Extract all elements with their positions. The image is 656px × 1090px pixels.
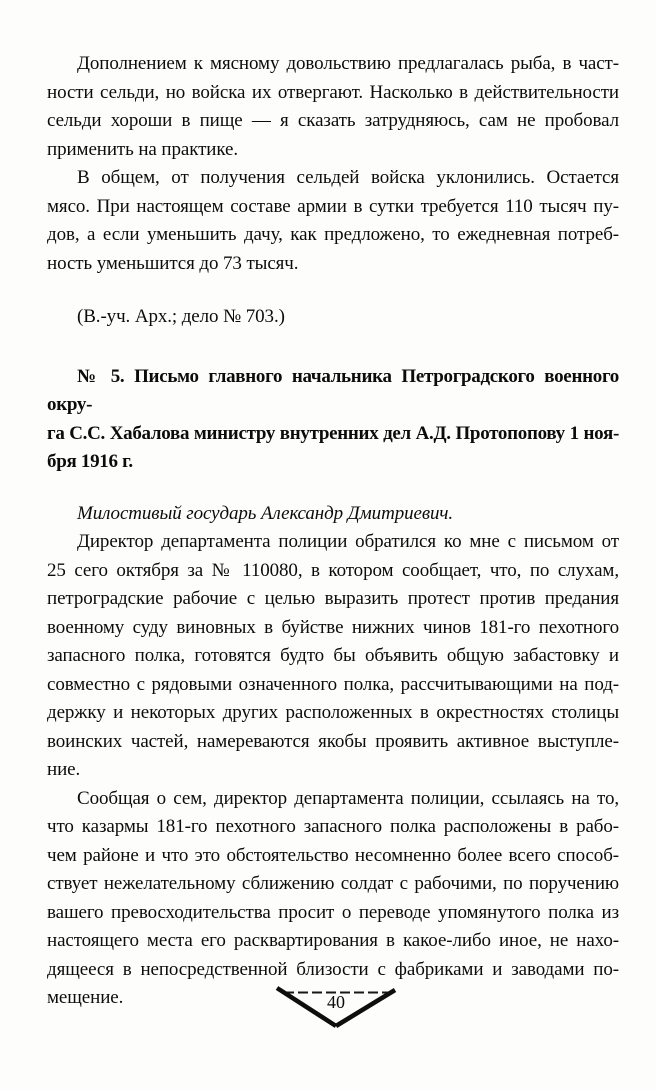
text-line: ность уменьшится до 73 тысяч. bbox=[47, 252, 299, 274]
paragraph-document-heading bbox=[47, 363, 619, 477]
paragraph-meat-requirement bbox=[47, 164, 619, 278]
text-line: Директор департамента полиции обратился ко мне с письмом от bbox=[77, 531, 619, 552]
text-line: ствует нежелательному сближению солдат с рабочими, по поручению bbox=[47, 873, 619, 894]
text-line: (В.-уч. Арх.; дело № 703.) bbox=[77, 306, 285, 327]
text-line: ности сельди, но войска их отвергают. Насколько в действительности bbox=[47, 81, 619, 103]
text-line: совместно с рядовыми означенного полка, рассчитывающими на под- bbox=[47, 673, 619, 695]
text-line: военному суду виновных в буйстве нижних чинов 181-го пехотного bbox=[47, 616, 619, 638]
text-line: Сообщая о сем, директор департамента полиции, ссылаясь на то, bbox=[77, 787, 619, 809]
text-line: чем районе и что это обстоятельство несомненно более всего способ- bbox=[47, 844, 619, 866]
paragraph-police-director-letter bbox=[47, 528, 619, 785]
text-line: применить на практике. bbox=[47, 138, 238, 160]
text-line: мясо. При настоящем составе армии в сутки требуется 110 тысяч пу- bbox=[47, 195, 619, 217]
text-line: сельди хороши в пище — я сказать затрудняюсь, сам не пробовал bbox=[47, 110, 619, 131]
text-line: бря 1916 г. bbox=[47, 451, 133, 472]
text-line: держку и некоторых других расположенных в окрестностях столицы bbox=[47, 702, 619, 723]
text-line: № 5. Письмо главного начальника Петроградского военного окру- bbox=[47, 365, 619, 415]
text-line: настоящего места его расквартирования в какое-либо иное, не нахо- bbox=[47, 930, 619, 951]
paragraph-relocation-request bbox=[47, 785, 619, 1013]
text-line: В общем, от получения сельдей войска уклонились. Остается bbox=[77, 167, 619, 188]
text-line: воинских частей, намереваются якобы проявить активное выступле- bbox=[47, 730, 619, 752]
text-line: мещение. bbox=[47, 987, 124, 1008]
text-line: петроградские рабочие с целью выразить протест против предания bbox=[47, 588, 619, 609]
text-line: запасного полка, готовятся будто бы объявить общую забастовку и bbox=[47, 645, 619, 666]
text-line: га С.С. Хабалова министру внутренних дел А.Д. Протопопову 1 ноя- bbox=[47, 422, 619, 444]
text-line: Милостивый государь Александр Дмитриевич. bbox=[77, 502, 453, 524]
text-line: что казармы 181-го пехотного запасного полка расположены в рабо- bbox=[47, 816, 619, 837]
paragraph-salutation bbox=[47, 500, 619, 529]
text-block bbox=[47, 50, 619, 1013]
text-line: вашего превосходительства просит о переводе упомянутого полка из bbox=[47, 901, 619, 923]
text-line: ние. bbox=[47, 759, 81, 780]
text-line: дов, а если уменьшить дачу, как предложено, то ежедневная потреб- bbox=[47, 224, 619, 245]
text-line: Дополнением к мясному довольствию предлагалась рыба, в част- bbox=[77, 53, 619, 74]
text-line: дящееся в непосредственной близости с фабриками и заводами по- bbox=[47, 958, 619, 980]
page-footer-ornament bbox=[272, 984, 400, 1032]
page-number: 40 bbox=[327, 992, 345, 1012]
paragraph-fish-supplement bbox=[47, 50, 619, 164]
text-line: 25 сего октября за № 110080, в котором сообщает, что, по слухам, bbox=[47, 559, 619, 581]
paragraph-archive-reference bbox=[47, 303, 619, 332]
